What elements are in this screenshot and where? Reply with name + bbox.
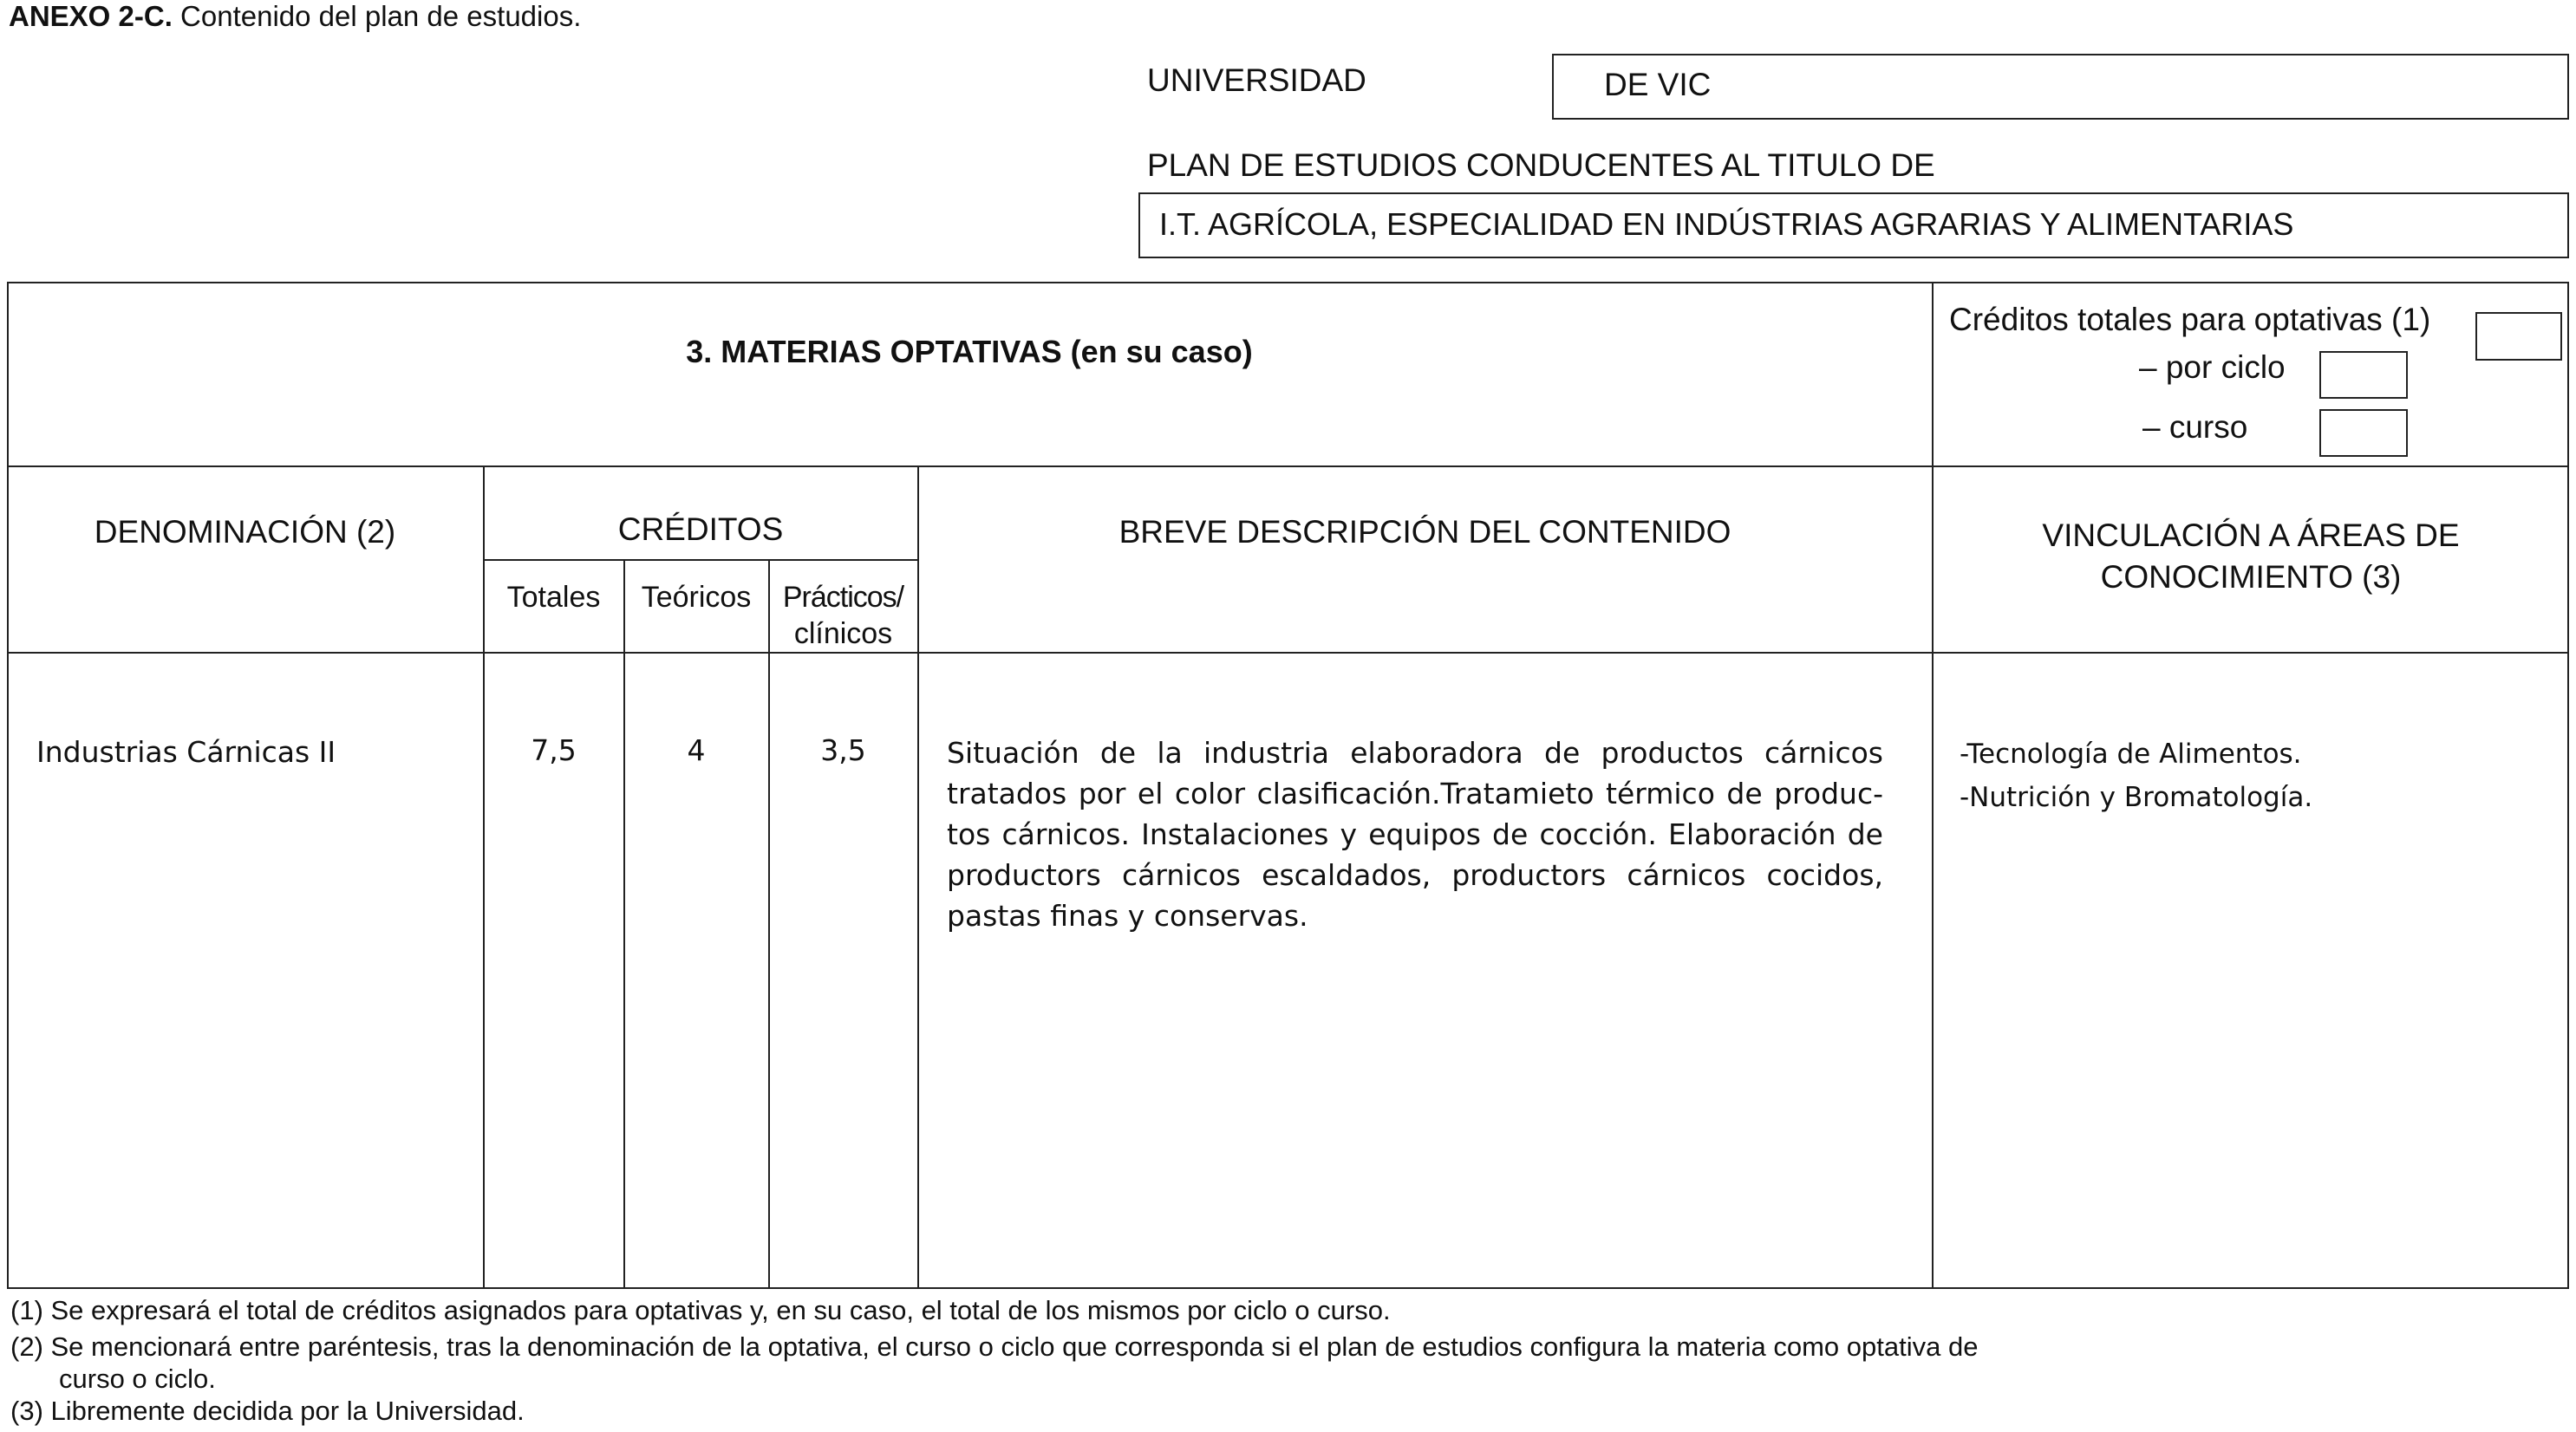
university-label: UNIVERSIDAD xyxy=(1147,62,1366,98)
credits-totales: 7,5 xyxy=(531,733,577,767)
col-header-vinculacion-line1: VINCULACIÓN A ÁREAS DE xyxy=(2042,517,2460,553)
col-header-creditos: CRÉDITOS xyxy=(617,511,784,547)
course-box xyxy=(2319,409,2408,457)
footnote-2: (2) Se mencionará entre paréntesis, tras la denominación de la optativa, el curso o ciclo que corresponda si el plan de estudios configura la materia como optativa de xyxy=(10,1331,1979,1362)
col-divider-vinculacion xyxy=(1932,282,1934,1289)
credits-total-box xyxy=(2475,312,2562,361)
subject-name: Industrias Cárnicas II xyxy=(36,735,336,769)
credits-total-label: Créditos totales para optativas (1) xyxy=(1949,302,2431,337)
annex-title xyxy=(9,0,581,33)
credits-teoricos: 4 xyxy=(687,733,706,767)
col-divider-practicos xyxy=(768,559,770,1289)
footnote-2-continued: curso o ciclo. xyxy=(59,1364,216,1394)
per-cycle-box xyxy=(2319,351,2408,399)
credits-subheader-divider xyxy=(484,559,919,561)
university-field xyxy=(1552,54,2569,120)
row-divider-header xyxy=(7,652,2569,654)
plan-value: I.T. AGRÍCOLA, ESPECIALIDAD EN INDÚSTRIAS AGRARIAS Y ALIMENTARIAS xyxy=(1159,206,2294,242)
footnote-1: (1) Se expresará el total de créditos asignados para optativas y, en su caso, el total de los mismos por ciclo o curso. xyxy=(10,1295,1391,1325)
col-header-totales: Totales xyxy=(506,581,601,614)
col-divider-teoricos xyxy=(623,559,625,1289)
section-title: 3. MATERIAS OPTATIVAS (en su caso) xyxy=(686,334,1253,369)
footnote-3: (3) Libremente decidida por la Universidad. xyxy=(10,1396,525,1426)
per-cycle-label: – por ciclo xyxy=(2139,349,2286,385)
annex-text: Contenido del plan de estudios. xyxy=(172,0,582,32)
credits-practicos: 3,5 xyxy=(820,733,866,767)
knowledge-area-1: -Tecnología de Alimentos. xyxy=(1960,739,2302,770)
course-label: – curso xyxy=(2142,409,2248,445)
col-header-vinculacion-line2: CONOCIMIENTO (3) xyxy=(2100,559,2402,595)
row-divider-title xyxy=(7,465,2569,467)
plan-field xyxy=(1138,192,2569,258)
col-divider-description xyxy=(917,465,919,1289)
knowledge-area-2: -Nutrición y Bromatología. xyxy=(1960,782,2313,813)
col-header-teoricos: Teóricos xyxy=(641,581,752,614)
annex-number: ANEXO 2-C. xyxy=(9,0,173,32)
col-header-denominacion: DENOMINACIÓN (2) xyxy=(94,514,396,550)
university-value: DE VIC xyxy=(1604,67,1712,102)
col-header-practicos-line2: clínicos xyxy=(793,617,893,650)
plan-label: PLAN DE ESTUDIOS CONDUCENTES AL TITULO DE xyxy=(1147,147,1935,183)
subject-description: Situación de la industria elaboradora de productos cárnicos tratados por el color clasificación.Tratamieto térmico de produc- tos cárnicos. Instalaciones y equipos de cocción. Elaboración de productors cárnicos escaldados, productors cárnicos cocidos, pastas finas y conservas. xyxy=(947,736,1883,933)
col-header-descripcion: BREVE DESCRIPCIÓN DEL CONTENIDO xyxy=(1118,514,1731,550)
col-header-practicos-line1: Prácticos/ xyxy=(782,581,904,614)
